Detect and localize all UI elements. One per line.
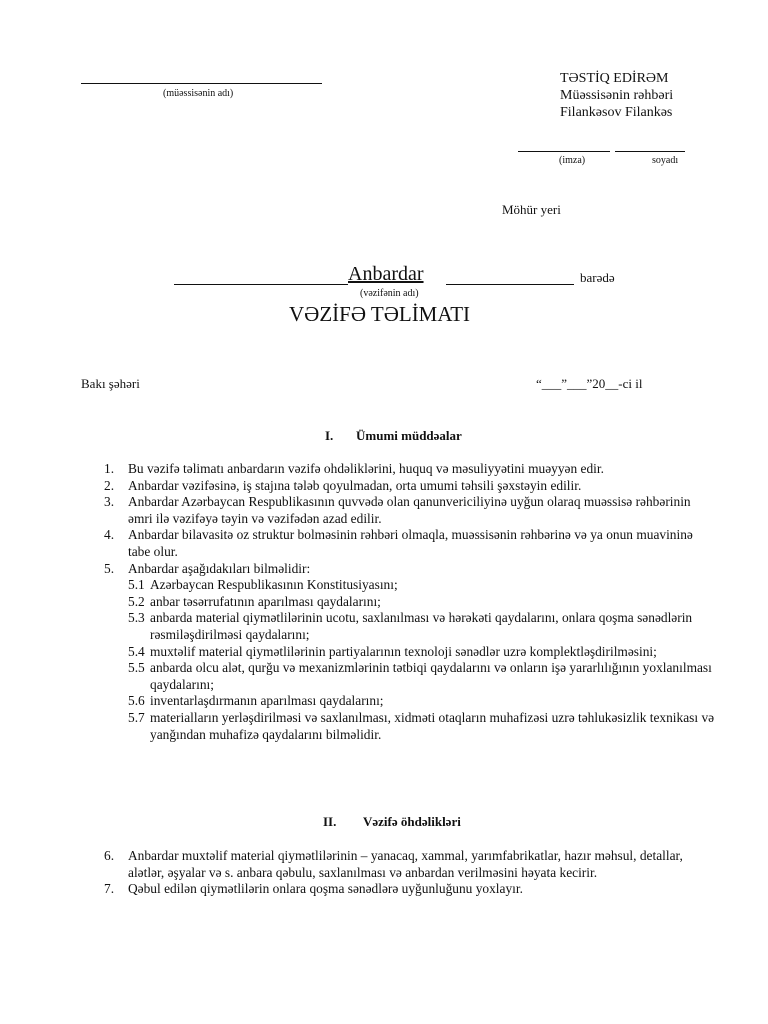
sub-item-number: 5.5	[128, 660, 145, 676]
signature-caption: (imza)	[559, 155, 586, 166]
list-item	[104, 561, 716, 744]
list-item	[104, 461, 716, 478]
position-caption: (vəzifənin adı)	[360, 288, 419, 299]
list-item	[104, 881, 716, 898]
sub-list-item	[128, 660, 716, 693]
sub-item-text: anbarda material qiymətlilərinin ucotu, saxlanılması və hərəkəti qaydalarını, onlara qoşma sənədlərin rəsmiləşdirilməsi qaydalarını;	[150, 610, 693, 642]
sub-list-item	[128, 693, 716, 710]
approval-role: Müəssisənin rəhbəri	[560, 88, 674, 103]
approval-name: Filankəsov Filankəs	[560, 105, 673, 120]
sub-list-item	[128, 710, 716, 743]
position-line-right	[446, 284, 574, 285]
list-item-text: Anbardar Azərbaycan Respublikasının quvvədə olan qanunvericiliyinə uyğun olaraq muəssisə rəhbərinin əmri ilə vəzifəyə təyin və vəzifədən azad edilir.	[128, 494, 691, 526]
sub-item-number: 5.4	[128, 643, 145, 659]
list-item-text: Anbardar bilavasitə oz struktur bolməsinin rəhbəri olmaqla, muəssisənin rəhbərinə və ya onun muavininə tabe olur.	[128, 527, 693, 559]
list-item-number: 7.	[104, 881, 115, 897]
position-line-left	[174, 284, 348, 285]
sub-list-item	[128, 644, 716, 661]
list-item-number: 5.	[104, 560, 115, 576]
sub-item-text: anbar təsərrufatının aparılması qaydalarını;	[150, 593, 381, 609]
document-title: VƏZİFƏ TƏLİMATI	[289, 302, 471, 326]
sub-item-number: 5.3	[128, 610, 145, 626]
sub-item-text: anbarda olcu alət, qurğu və mexanizmlərinin tətbiqi qaydalarını və onların işə yararlılığının yoxlanılması qaydalarını;	[150, 660, 712, 692]
sub-list-item	[128, 594, 716, 611]
list-item	[104, 527, 716, 560]
list-item-text: Anbardar vəzifəsinə, iş stajına tələb qoyulmadan, orta umumi təhsili şəxstəyin edilir.	[128, 477, 582, 493]
sub-list-item	[128, 577, 716, 594]
surname-line	[615, 151, 685, 152]
list-item-text: Anbardar muxtəlif material qiymətlilərinin – yanacaq, xammal, yarımfabrikatlar, hazır məhsul, detallar, alətlər, əşyalar və s. anbara qəbulu, saxlanılması və anbardan verilməsini həyata kecirir.	[128, 848, 683, 880]
section-1-title: Ümumi müddəalar	[356, 428, 462, 443]
sub-item-number: 5.1	[128, 577, 145, 593]
list-item-text: Qəbul edilən qiymətlilərin onlara qoşma sənədlərə uyğunluğunu yoxlayır.	[128, 881, 523, 897]
sub-item-text: materialların yerləşdirilməsi və saxlanılması, xidməti otaqların muhafizəsi uzrə təhlukəsizlik texnikası və yanğından muhafizə qaydalarını bilməlidir.	[150, 709, 715, 742]
sub-item-text: muxtəlif material qiymətlilərinin partiyalarının texnoloji sənədlər uzrə komplektləşdirilməsini;	[150, 643, 657, 659]
section-1-number: I.	[325, 428, 334, 443]
sub-item-number: 5.2	[128, 593, 145, 609]
surname-caption: soyadı	[652, 155, 679, 166]
list-item-number: 1.	[104, 461, 115, 476]
list-item-number: 4.	[104, 527, 115, 543]
list-item	[104, 478, 716, 495]
section-2-number: II.	[323, 814, 337, 829]
section-1-list	[104, 461, 716, 743]
organization-name-caption: (müəssisənin adı)	[163, 88, 234, 99]
sub-item-text: inventarlaşdırmanın aparılması qaydalarını;	[150, 693, 384, 709]
list-item-number: 6.	[104, 848, 115, 863]
city: Bakı şəhəri	[81, 376, 140, 391]
sub-list	[128, 577, 716, 743]
position-name: Anbardar	[348, 263, 424, 285]
list-item-text: Anbardar aşağıdakıları bilməlidir:	[128, 560, 311, 576]
list-item	[104, 848, 716, 881]
approval-block	[560, 70, 673, 121]
list-item-text: Bu vəzifə təlimatı anbardarın vəzifə ohdəliklərini, huquq və məsuliyyətini muəyyən edir.	[128, 461, 604, 476]
stamp-place: Möhür yeri	[502, 202, 561, 217]
section-2-title: Vəzifə öhdəlikləri	[363, 814, 461, 829]
signature-line	[518, 151, 610, 152]
section-2-list	[104, 848, 716, 898]
about-label: barədə	[580, 270, 615, 285]
list-item-number: 3.	[104, 494, 115, 510]
approval-title: TƏSTİQ EDİRƏM	[560, 71, 669, 86]
sub-item-text: Azərbaycan Respublikasının Konstitusiyasını;	[150, 577, 398, 593]
sub-list-item	[128, 610, 716, 643]
list-item	[104, 494, 716, 527]
organization-name-line	[81, 83, 322, 84]
sub-item-number: 5.6	[128, 693, 145, 709]
sub-item-number: 5.7	[128, 709, 145, 725]
date-placeholder: “___”___”20__-ci il	[536, 376, 643, 391]
list-item-number: 2.	[104, 477, 115, 493]
